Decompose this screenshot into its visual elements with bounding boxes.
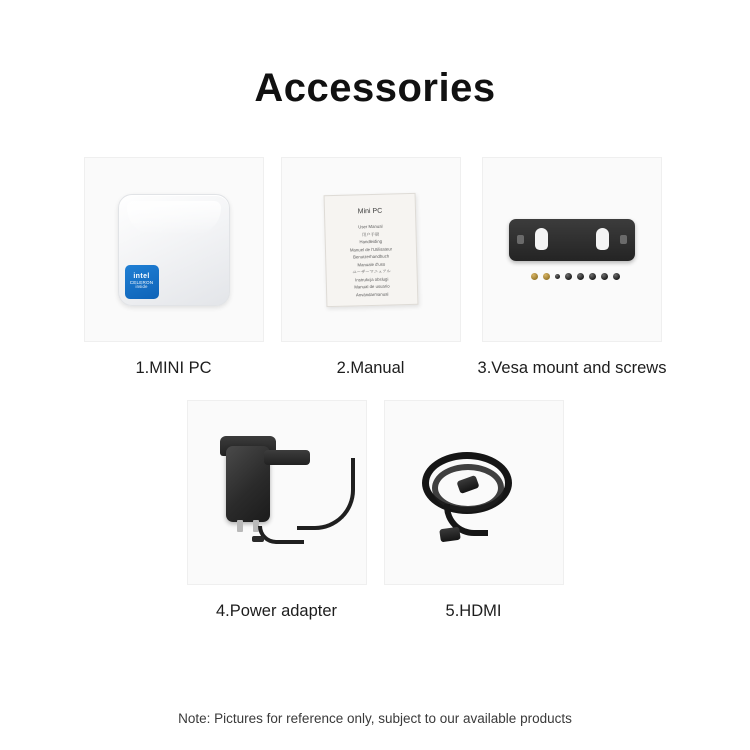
manual-line: Handleiding (358, 238, 382, 244)
manual-line: ユーザーマニュアル (351, 268, 391, 275)
vesa-keyhole (535, 228, 548, 250)
badge-line-2: CELERON (129, 279, 154, 285)
accessories-row-bottom (0, 400, 750, 621)
hdmi-connector (439, 526, 461, 542)
vesa-keyhole (596, 228, 609, 250)
manual-line: Manual de usuario (353, 283, 390, 290)
caption-hdmi: 5.HDMI (445, 602, 502, 620)
page-title: Accessories (254, 66, 496, 110)
manual-title: Mini PC (357, 207, 382, 215)
accessory-item-hdmi (384, 400, 564, 621)
caption-power-adapter: 4.Power adapter (215, 602, 338, 620)
screw-icon (555, 274, 560, 279)
power-adapter-icon (202, 428, 352, 558)
caption-manual: 2.Manual (336, 359, 405, 377)
caption-vesa-mount: 3.Vesa mount and screws (477, 359, 667, 377)
footer-note: Note: Pictures for reference only, subject to our available products (178, 711, 572, 726)
screw-icon (613, 273, 620, 280)
accessory-item-vesa-mount (478, 157, 667, 378)
caption-mini-pc: 1.MINI PC (135, 359, 212, 377)
screw-icon (531, 273, 538, 280)
adapter-body-shape (226, 446, 270, 522)
adapter-cable (258, 526, 304, 544)
manual-booklet-icon (323, 192, 418, 306)
manual-line: 用户手册 (361, 230, 379, 237)
vesa-mount-icon (502, 219, 642, 280)
screws-group (525, 273, 620, 280)
hdmi-image (384, 400, 564, 585)
accessory-item-manual (281, 157, 461, 378)
intel-celeron-badge (125, 265, 159, 299)
vesa-slot (620, 235, 627, 244)
adapter-prong (237, 520, 243, 532)
power-adapter-image (187, 400, 367, 585)
screw-icon (543, 273, 550, 280)
badge-line-1: intel (133, 273, 150, 281)
manual-line: Manuel de l'Utilisateur (349, 245, 392, 252)
accessories-row-top (0, 157, 750, 378)
manual-line: Manuale d'uso (356, 260, 385, 267)
screw-icon (577, 273, 584, 280)
vesa-plate-shape (509, 219, 635, 261)
hdmi-cable-icon (414, 438, 534, 548)
manual-line: Benutzerhandbuch (352, 253, 389, 260)
accessory-item-mini-pc (84, 157, 264, 378)
screw-icon (565, 273, 572, 280)
accessory-item-power-adapter (187, 400, 367, 621)
manual-line: Instrukcja obslugi (354, 275, 388, 282)
mini-pc-device-icon (118, 194, 230, 306)
manual-image (281, 157, 461, 342)
manual-line: Användarmanual (355, 290, 388, 297)
adapter-dc-tip (252, 536, 264, 542)
vesa-mount-image (482, 157, 662, 342)
screw-icon (589, 273, 596, 280)
adapter-cable (297, 458, 355, 530)
mini-pc-image (84, 157, 264, 342)
screw-icon (601, 273, 608, 280)
badge-line-3: inside (135, 284, 148, 290)
manual-line: User Manual (357, 223, 383, 229)
vesa-slot (517, 235, 524, 244)
